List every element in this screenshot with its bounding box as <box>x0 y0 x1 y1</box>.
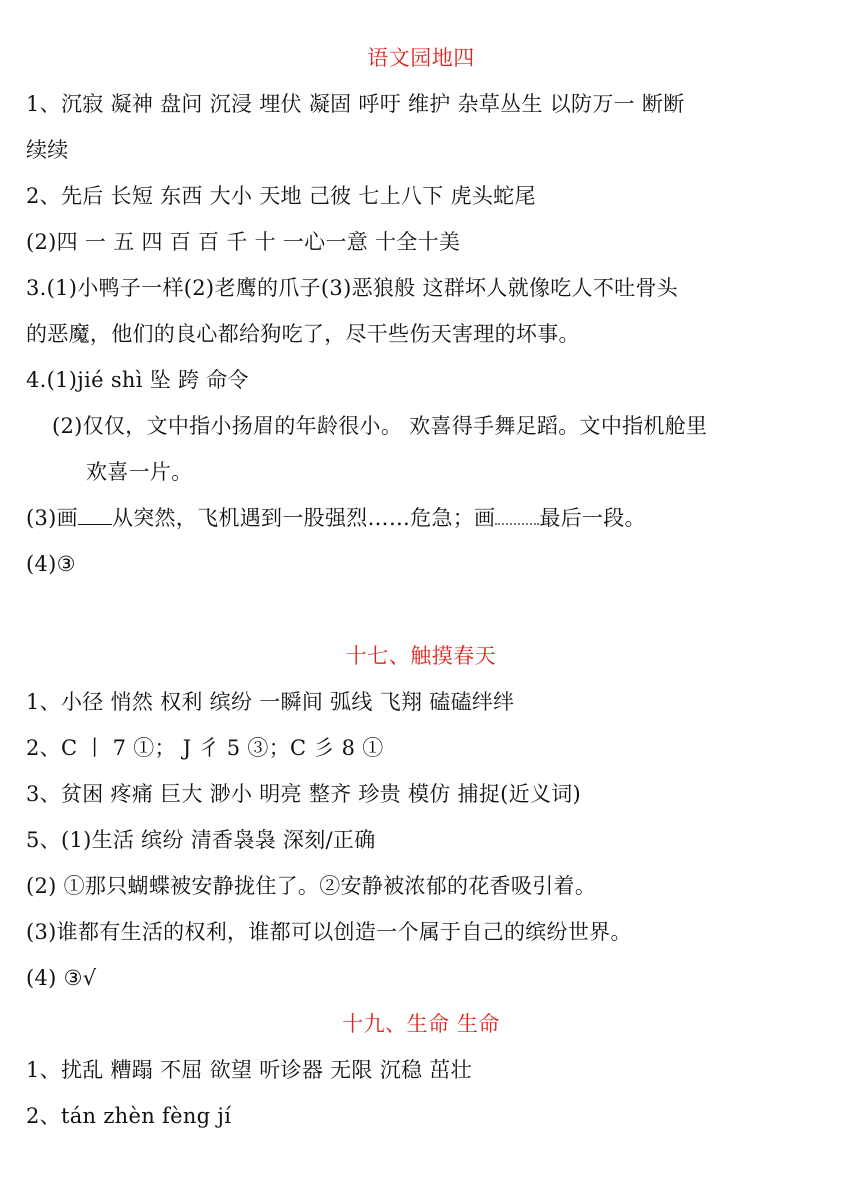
answer-line: (2) ①那只蝴蝶被安静拢住了。②安静被浓郁的花香吸引着。 <box>26 874 597 898</box>
answer-line: 欢喜一片。 <box>86 460 193 484</box>
answer-line: 3、贫困 疼痛 巨大 渺小 明亮 整齐 珍贵 模仿 捕捉(近义词) <box>26 782 582 806</box>
answer-line: 2、C 丨 7 ①； J 彳 5 ③；C 彡 8 ① <box>26 736 384 760</box>
answer-line: 2、tán zhèn fèng jí <box>26 1104 232 1128</box>
answer-line: 续续 <box>26 138 69 162</box>
section-title-chumo-chuntian: 十七、触摸春天 <box>345 644 497 668</box>
section-title-shengming: 十九、生命 生命 <box>342 1012 500 1036</box>
answer-text: 最后一段。 <box>539 506 646 530</box>
section-title-yuwen-yuandi-4: 语文园地四 <box>367 46 475 70</box>
answer-line: 5、(1)生活 缤纷 清香袅袅 深刻/正确 <box>26 828 376 852</box>
answer-line: (4)③ <box>26 552 76 576</box>
answer-line: 1、小径 悄然 权利 缤纷 一瞬间 弧线 飞翔 磕磕绊绊 <box>26 690 515 714</box>
answer-line: (2)四 一 五 四 百 百 千 十 一心一意 十全十美 <box>26 230 461 254</box>
answer-line: 4.(1)jié shì 坠 跨 命令 <box>26 368 249 392</box>
answer-text: 从突然，飞机遇到一股强烈……危急；画 <box>111 506 496 530</box>
answer-line: 1、扰乱 糟蹋 不屈 欲望 听诊器 无限 沉稳 茁壮 <box>26 1058 472 1082</box>
answer-line: 2、先后 长短 东西 大小 天地 己彼 七上八下 虎头蛇尾 <box>26 184 536 208</box>
answer-line: (3)谁都有生活的权利，谁都可以创造一个属于自己的缤纷世界。 <box>26 920 632 944</box>
answer-line: 3.(1)小鸭子一样(2)老鹰的爪子(3)恶狼般 这群坏人就像吃人不吐骨头 <box>26 276 679 300</box>
wavy-underline-mark <box>495 503 539 525</box>
answer-line: (4) ③√ <box>26 966 97 990</box>
answer-line: 1、沉寂 凝神 盘问 沉浸 埋伏 凝固 呼吁 维护 杂草丛生 以防万一 断断 <box>26 92 685 116</box>
answer-line <box>26 495 820 541</box>
answer-text: (3)画 <box>26 506 78 530</box>
answer-line: (2)仅仅，文中指小扬眉的年龄很小。 欢喜得手舞足蹈。文中指机舱里 <box>52 414 708 438</box>
straight-underline-mark <box>78 504 112 525</box>
answer-line: 的恶魔，他们的良心都给狗吃了，尽干些伤天害理的坏事。 <box>26 322 580 346</box>
